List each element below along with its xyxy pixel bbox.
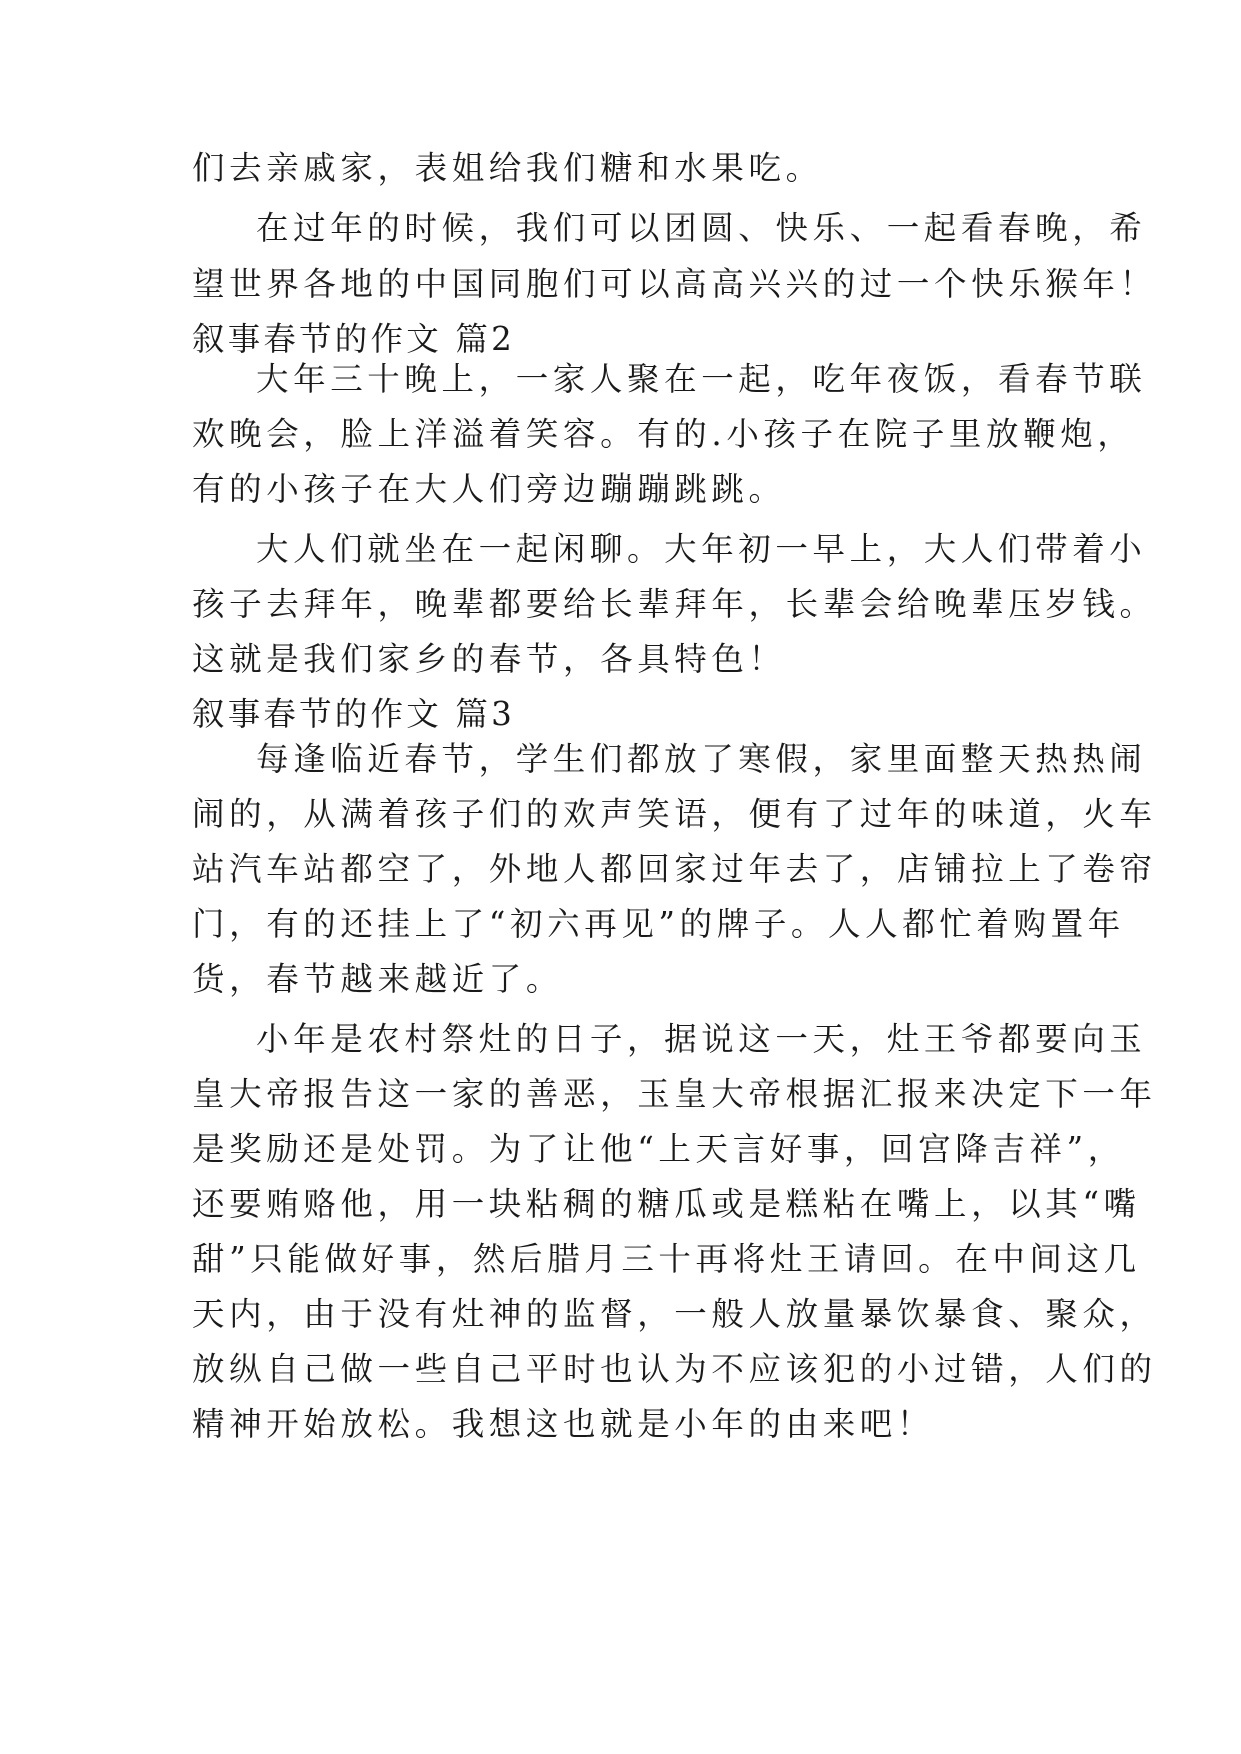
paragraph-line: 有的小孩子在大人们旁边蹦蹦跳跳。 — [192, 470, 786, 508]
paragraph-line: 精神开始放松。我想这也就是小年的由来吧！ — [192, 1405, 935, 1443]
paragraph-line: 这就是我们家乡的春节，各具特色！ — [192, 640, 786, 678]
paragraph-line: 门，有的还挂上了“初六再见”的牌子。人人都忙着购置年 — [192, 905, 1125, 943]
paragraph-line: 们去亲戚家，表姐给我们糖和水果吃。 — [192, 149, 823, 187]
paragraph-line: 欢晚会，脸上洋溢着笑容。有的.小孩子在院子里放鞭炮， — [192, 415, 1135, 453]
section-heading: 叙事春节的作文 篇3 — [192, 695, 516, 733]
paragraph-line: 是奖励还是处罚。为了让他“上天言好事，回宫降吉祥”， — [192, 1130, 1125, 1168]
paragraph-line: 闹的，从满着孩子们的欢声笑语，便有了过年的味道，火车 — [192, 795, 1157, 833]
paragraph-line: 放纵自己做一些自己平时也认为不应该犯的小过错，人们的 — [192, 1350, 1157, 1388]
paragraph-line: 还要贿赂他，用一块粘稠的糖瓜或是糕粘在嘴上，以其“嘴 — [192, 1185, 1141, 1223]
paragraph-line: 小年是农村祭灶的日子，据说这一天，灶王爷都要向玉 — [256, 1020, 1147, 1058]
paragraph-line: 孩子去拜年，晚辈都要给长辈拜年，长辈会给晚辈压岁钱。 — [192, 585, 1157, 623]
section-heading: 叙事春节的作文 篇2 — [192, 320, 516, 358]
paragraph-line: 大人们就坐在一起闲聊。大年初一早上，大人们带着小 — [256, 530, 1147, 568]
paragraph-line: 每逢临近春节，学生们都放了寒假，家里面整天热热闹 — [256, 740, 1147, 778]
paragraph-line: 货，春节越来越近了。 — [192, 960, 564, 998]
paragraph-line: 站汽车站都空了，外地人都回家过年去了，店铺拉上了卷帘 — [192, 850, 1157, 888]
paragraph-line: 皇大帝报告这一家的善恶，玉皇大帝根据汇报来决定下一年 — [192, 1075, 1157, 1113]
paragraph-line: 在过年的时候，我们可以团圆、快乐、一起看春晚，希 — [256, 209, 1147, 247]
paragraph-line: 甜”只能做好事，然后腊月三十再将灶王请回。在中间这几 — [192, 1240, 1141, 1278]
paragraph-line: 天内，由于没有灶神的监督，一般人放量暴饮暴食、聚众， — [192, 1295, 1157, 1333]
paragraph-line: 望世界各地的中国同胞们可以高高兴兴的过一个快乐猴年！ — [192, 265, 1157, 303]
paragraph-line: 大年三十晚上，一家人聚在一起，吃年夜饭，看春节联 — [256, 360, 1147, 398]
